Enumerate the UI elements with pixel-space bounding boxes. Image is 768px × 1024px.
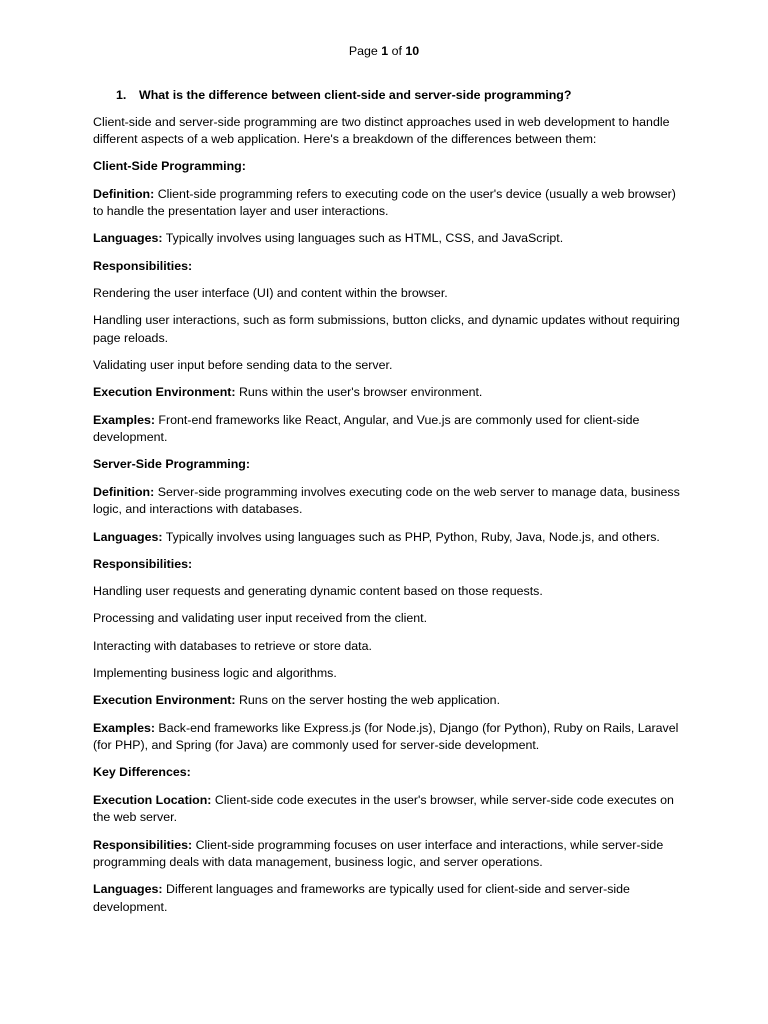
server-responsibilities-heading: Responsibilities: bbox=[93, 556, 193, 571]
key-responsibilities-label: Responsibilities: bbox=[93, 837, 193, 852]
client-responsibility-item: Validating user input before sending data to the server. bbox=[93, 358, 393, 373]
server-heading: Server-Side Programming: bbox=[93, 457, 250, 472]
client-heading: Client-Side Programming: bbox=[93, 159, 246, 174]
client-environment bbox=[93, 384, 683, 402]
client-definition-text: Client-side programming refers to executing code on the user's device (usually a web browser) to handle the presentation layer and user interactions. bbox=[93, 186, 676, 219]
key-languages bbox=[93, 881, 683, 916]
client-languages-label: Languages: bbox=[93, 231, 163, 246]
key-differences-heading: Key Differences: bbox=[93, 765, 191, 780]
server-responsibility-item: Processing and validating user input received from the client. bbox=[93, 611, 428, 626]
document-body bbox=[93, 87, 683, 926]
client-examples-label: Examples: bbox=[93, 412, 155, 427]
question-text: What is the difference between client-side and server-side programming? bbox=[139, 88, 572, 102]
client-languages-text: Typically involves using languages such as HTML, CSS, and JavaScript. bbox=[162, 231, 564, 246]
client-environment-text: Runs within the user's browser environment. bbox=[235, 385, 483, 400]
server-definition-text: Server-side programming involves executing code on the web server to manage data, business logic, and interactions with databases. bbox=[93, 484, 680, 517]
key-responsibilities bbox=[93, 837, 683, 872]
server-responsibility-item: Handling user requests and generating dynamic content based on those requests. bbox=[93, 584, 543, 599]
key-location bbox=[93, 792, 683, 827]
client-definition-label: Definition: bbox=[93, 186, 155, 201]
client-languages bbox=[93, 230, 683, 248]
server-languages-text: Typically involves using languages such as PHP, Python, Ruby, Java, Node.js, and others. bbox=[162, 529, 660, 544]
of-word: of bbox=[391, 44, 402, 58]
client-environment-label: Execution Environment: bbox=[93, 385, 236, 400]
key-location-text: Client-side code executes in the user's browser, while server-side code executes on the web server. bbox=[93, 792, 674, 825]
server-environment-text: Runs on the server hosting the web application. bbox=[235, 693, 501, 708]
server-definition bbox=[93, 484, 683, 519]
question-heading bbox=[116, 87, 683, 105]
server-languages bbox=[93, 529, 683, 547]
page-total: 10 bbox=[405, 44, 420, 58]
client-examples-text: Front-end frameworks like React, Angular, and Vue.js are commonly used for client-side development. bbox=[93, 412, 640, 445]
client-responsibility-item: Rendering the user interface (UI) and content within the browser. bbox=[93, 285, 448, 300]
client-responsibility-item: Handling user interactions, such as form submissions, button clicks, and dynamic updates without requiring page reloads. bbox=[93, 313, 680, 345]
server-responsibility-item: Interacting with databases to retrieve or store data. bbox=[93, 638, 372, 653]
server-responsibility-item: Implementing business logic and algorithms. bbox=[93, 666, 337, 681]
intro-paragraph: Client-side and server-side programming are two distinct approaches used in web development to handle different aspects of a web application. Here's a breakdown of the differences between them: bbox=[93, 114, 670, 146]
page-word: Page bbox=[348, 44, 378, 58]
server-examples-text: Back-end frameworks like Express.js (for Node.js), Django (for Python), Ruby on Rails, Laravel (for PHP), and Spring (for Java) are commonly used for server-side development. bbox=[93, 720, 679, 753]
client-definition bbox=[93, 186, 683, 221]
server-environment-label: Execution Environment: bbox=[93, 693, 236, 708]
key-languages-label: Languages: bbox=[93, 882, 163, 897]
client-responsibilities-heading: Responsibilities: bbox=[93, 258, 193, 273]
server-examples bbox=[93, 720, 683, 755]
key-languages-text: Different languages and frameworks are typically used for client-side and server-side development. bbox=[93, 882, 630, 914]
server-definition-label: Definition: bbox=[93, 484, 155, 499]
server-languages-label: Languages: bbox=[93, 529, 163, 544]
server-environment bbox=[93, 692, 683, 710]
key-location-label: Execution Location: bbox=[93, 792, 212, 807]
page-current: 1 bbox=[381, 44, 389, 58]
key-responsibilities-text: Client-side programming focuses on user interface and interactions, while server-side programming deals with data management, business logic, and server operations. bbox=[93, 837, 664, 870]
page-header bbox=[0, 43, 768, 61]
client-examples bbox=[93, 412, 683, 447]
server-examples-label: Examples: bbox=[93, 720, 155, 735]
question-number: 1. bbox=[116, 88, 127, 102]
